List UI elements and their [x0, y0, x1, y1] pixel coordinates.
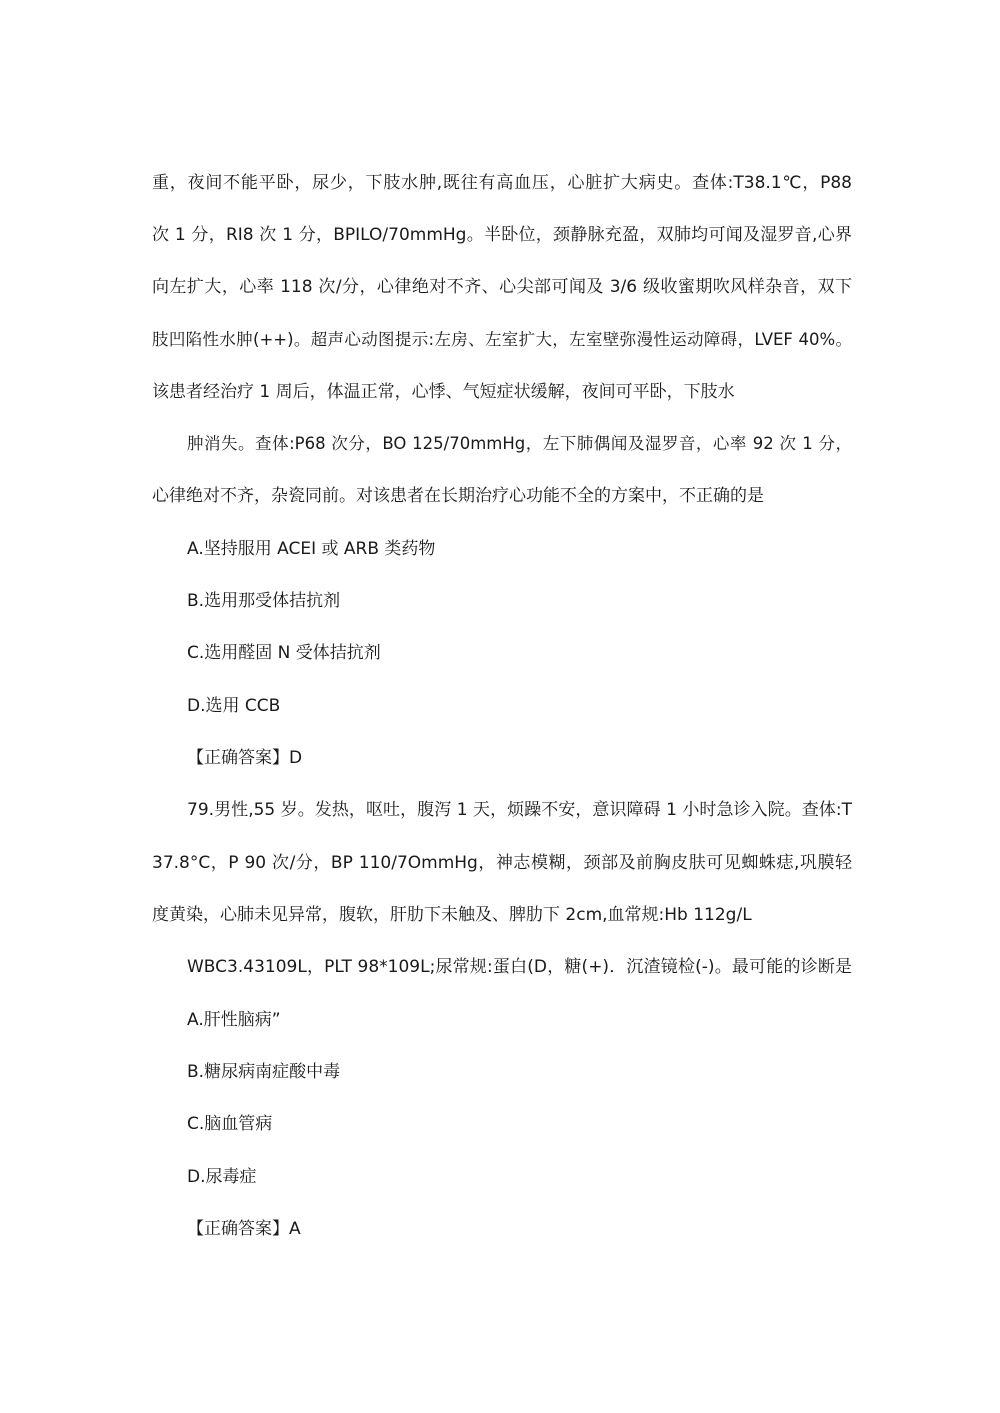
q78-line-5: 该患者经治疗 1 周后，体温正常，心悸、气短症状缓解，夜间可平卧，下肢水	[152, 382, 735, 402]
q78-option-d: D.选用 CCB	[187, 696, 281, 716]
q79-line-3: 度黄染，心肺未见异常，腹软，肝肋下未触及、脾肋下 2cm,血常规:Hb 112g/L	[152, 905, 752, 925]
q78-option-b: B.选用那受体拮抗剂	[187, 591, 341, 611]
q79-line-1: 79.男性,55 岁。发热，呕吐，腹泻 1 天，烦躁不安，意识障碍 1 小时急诊入院。查体:T	[187, 800, 852, 820]
q78-line-2: 次 1 分，RI8 次 1 分，BPILO/70mmHg。半卧位，颈静脉充盈，双肺均可闻及湿罗音,心界	[152, 225, 852, 245]
q78-line-7: 心律绝对不齐，杂瓷同前。对该患者在长期治疗心功能不全的方案中，不正确的是	[152, 486, 764, 506]
q78-line-6: 肿消失。查体:P68 次分，BO 125/70mmHg，左下肺偶闻及湿罗音，心率 92 次 1 分，	[187, 434, 852, 453]
q79-option-a: A.肝性脑病”	[187, 1010, 281, 1030]
q79-option-d: D.尿毒症	[187, 1167, 257, 1187]
q78-line-4: 肢凹陷性水肿(++)。超声心动图提示:左房、左室扩大，左室壁弥漫性运动障碍，LVEF 40%。	[152, 330, 852, 349]
q79-line-2: 37.8°C，P 90 次/分，BP 110/7OmmHg，神志模糊，颈部及前胸皮肤可见蜘蛛痣,巩膜轻	[152, 853, 852, 873]
q79-answer: 【正确答案】A	[187, 1219, 301, 1239]
q78-option-c: C.选用醛固 N 受体拮抗剂	[187, 643, 381, 663]
q78-option-a: A.坚持服用 ACEI 或 ARB 类药物	[187, 539, 436, 559]
q78-line-1: 重，夜间不能平卧，尿少，下肢水肿,既往有高血压，心脏扩大病史。查体:T38.1℃，P88	[152, 173, 852, 193]
q79-option-b: B.糖尿病南症酸中毒	[187, 1062, 341, 1082]
q78-answer: 【正确答案】D	[187, 748, 303, 768]
q78-line-3: 向左扩大，心率 118 次/分，心律绝对不齐、心尖部可闻及 3/6 级收蜜期吹风样杂音，双下	[152, 277, 852, 297]
q79-option-c: C.脑血管病	[187, 1114, 273, 1134]
q79-line-4: WBC3.43109L，PLT 98*109L;尿常规:蛋白(D，糖(+)．沉渣镜检(-)。最可能的诊断是	[187, 957, 852, 977]
